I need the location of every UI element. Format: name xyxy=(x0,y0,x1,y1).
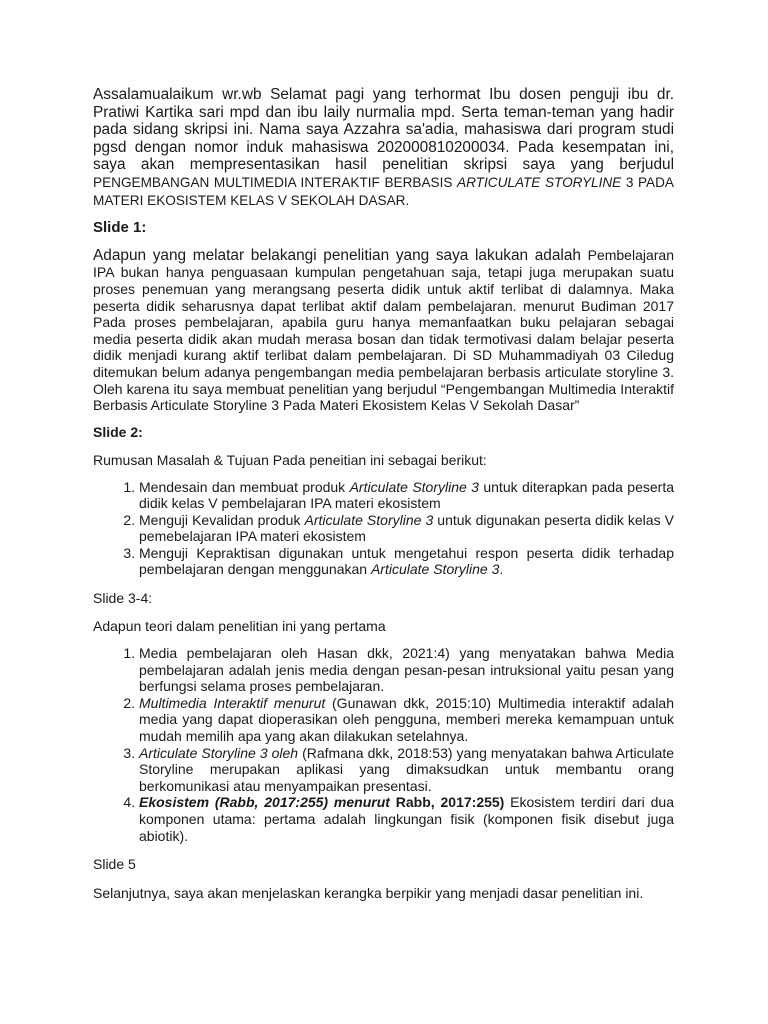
slide1-paragraph xyxy=(93,247,674,414)
intro-text: Assalamualaikum wr.wb Selamat pagi yang terhormat Ibu dosen penguji ibu dr. Pratiwi Kartika sari mpd dan ibu laily nurmalia mpd. Serta teman-teman yang hadir pada sidang skripsi ini. Nama saya Azzahra sa'adia, mahasiswa dari program studi pgsd dengan nomor induk mahasiswa 202000810200034. Pada kesempatan ini, saya akan mempresentasikan hasil penelitian skripsi saya yang berjudul xyxy=(93,86,674,174)
slide1-body: Pembelajaran IPA bukan hanya penguasaan kumpulan pengetahuan saja, tetapi juga merupakan suatu proses penemuan yang merangsang peserta didik untuk aktif terlibat di dalamnya. Maka peserta didik seharusnya dapat terlibat aktif dalam pembelajaran. menurut Budiman 2017 Pada proses pembelajaran, apabila guru hanya memanfaatkan buku pelajaran sebagai media peserta didik akan mudah merasa bosan dan tidak termotivasi dalam belajar peserta didik menjadi kurang aktif terlibat dalam pembelajaran. Di SD Muhammadiyah 03 Ciledug ditemukan belum adanya pengembangan media pembelajaran berbasis articulate storyline 3. Oleh karena itu saya membuat penelitian yang berjudul “Pengembangan Multimedia Interaktif Berbasis Articulate Storyline 3 Pada Materi Ekosistem Kelas V Sekolah Dasar” xyxy=(93,246,674,414)
list-item: 2. Multimedia Interaktif menurut (Gunawan dkk, 2015:10) Multimedia interaktif adalah media yang dapat dioperasikan oleh pengguna, memberi mereka kemampuan untuk mudah memilih apa yang akan dilakukan setelahnya. xyxy=(139,695,674,745)
slide2-list xyxy=(93,479,674,578)
slide5-heading: Slide 5 xyxy=(93,856,136,873)
slide1-lead: Adapun yang melatar belakangi penelitian yang saya lakukan adalah xyxy=(93,246,588,264)
slide34-heading: Slide 3-4: xyxy=(93,589,153,606)
intro-title-italic: ARTICULATE STORYLINE xyxy=(457,174,622,190)
slide2-intro: Rumusan Masalah & Tujuan Pada peneitian ini sebagai berikut: xyxy=(93,452,487,469)
intro-title-rest: 3 PADA MATERI EKOSISTEM KELAS V SEKOLAH DASAR. xyxy=(93,174,674,208)
list-item: 4. Ekosistem (Rabb, 2017:255) menurut Rabb, 2017:255) Ekosistem terdiri dari dua komponen utama: pertama adalah lingkungan fisik (komponen fisik disebut juga abiotik). xyxy=(139,794,674,844)
slide1-heading: Slide 1: xyxy=(93,219,147,237)
slide34-intro: Adapun teori dalam penelitian ini yang pertama xyxy=(93,618,386,635)
list-item: 3. Menguji Kepraktisan digunakan untuk mengetahui respon peserta didik terhadap pembelajaran dengan menggunakan Articulate Storyline 3. xyxy=(139,545,674,578)
slide2-heading: Slide 2: xyxy=(93,423,143,440)
slide34-list xyxy=(93,645,674,844)
list-item: 1. Mendesain dan membuat produk Articulate Storyline 3 untuk diterapkan pada peserta didik kelas V pembelajaran IPA materi ekosistem xyxy=(139,479,674,512)
list-item: 3. Articulate Storyline 3 oleh (Rafmana dkk, 2018:53) yang menyatakan bahwa Articulate Storyline merupakan aplikasi yang dimaksudkan untuk membantu orang berkomunikasi atau menyampaikan presentasi. xyxy=(139,745,674,795)
list-item: 1. Media pembelajaran oleh Hasan dkk, 2021:4) yang menyatakan bahwa Media pembelajaran adalah jenis media dengan pesan-pesan intruksional yaitu pesan yang berfungsi selama proses pembelajaran. xyxy=(139,645,674,695)
document-page xyxy=(93,86,674,901)
intro-title-caps: PENGEMBANGAN MULTIMEDIA INTERAKTIF BERBASIS xyxy=(93,174,458,190)
intro-paragraph xyxy=(93,86,674,209)
list-item: 2. Menguji Kevalidan produk Articulate Storyline 3 untuk digunakan peserta didik kelas V pemebelajaran IPA materi ekosistem xyxy=(139,512,674,545)
slide5-text: Selanjutnya, saya akan menjelaskan kerangka berpikir yang menjadi dasar penelitian ini. xyxy=(93,884,644,901)
